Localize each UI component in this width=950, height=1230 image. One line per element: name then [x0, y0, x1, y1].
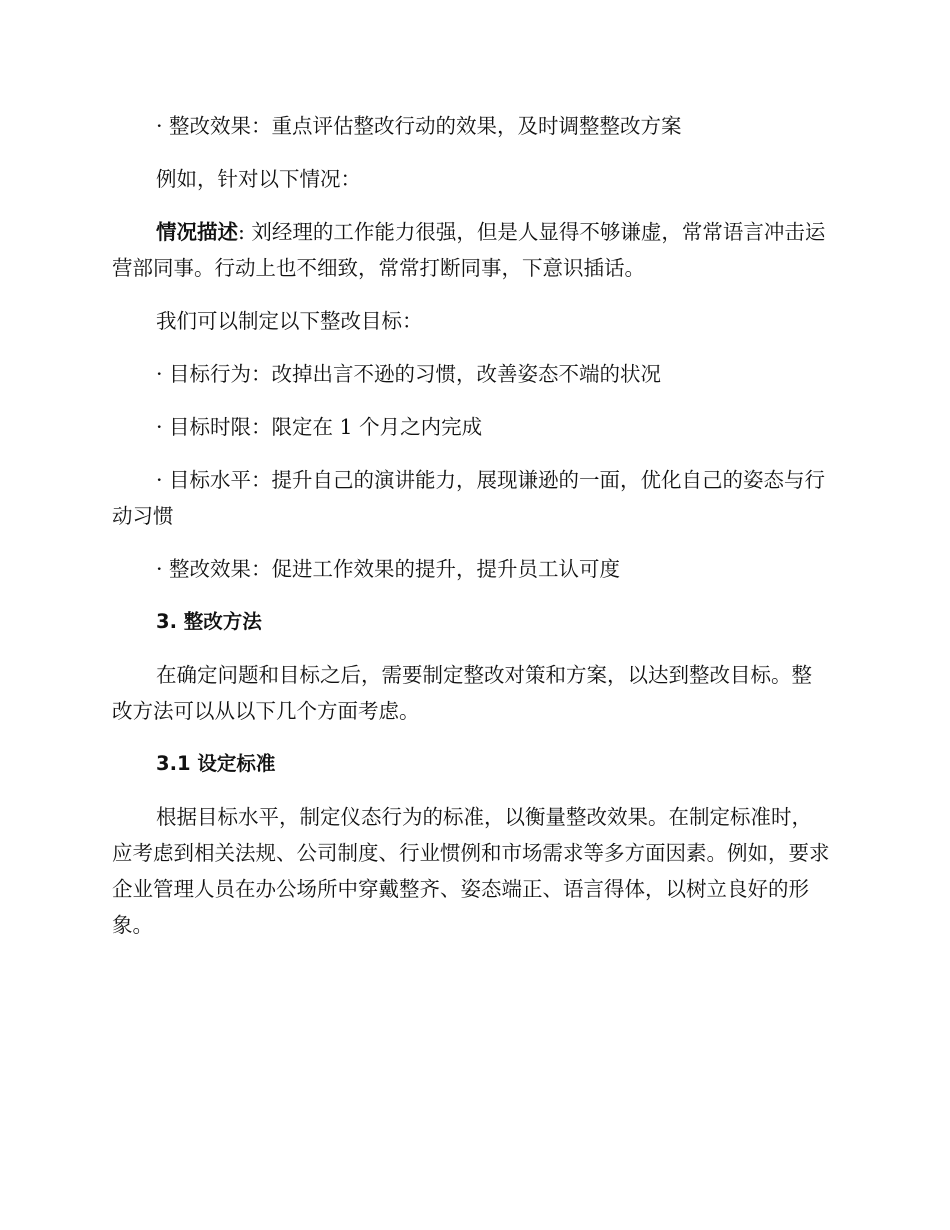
subsection-heading-standards: 3.1 设定标准	[156, 752, 276, 775]
example-intro: 例如，针对以下情况：	[156, 167, 361, 191]
standards-paragraph: 根据目标水平，制定仪态行为的标准，以衡量整改效果。在制定标准时，应考虑到相关法规、公司制度、行业惯例和市场需求等多方面因素。例如，要求企业管理人员在办公场所中穿戴整齐、姿态端正、语言得体，以树立良好的形象。	[112, 805, 830, 937]
goals-intro: 我们可以制定以下整改目标：	[156, 309, 423, 333]
document-page	[112, 108, 830, 943]
bullet-target-level: · 目标水平：提升自己的演讲能力，展现谦逊的一面，优化自己的姿态与行动习惯	[112, 468, 826, 528]
situation-description	[112, 214, 830, 286]
methods-paragraph: 在确定问题和目标之后，需要制定整改对策和方案，以达到整改目标。整改方法可以从以下几个方面考虑。	[112, 663, 812, 723]
bullet-effect: · 整改效果：促进工作效果的提升，提升员工认可度	[156, 557, 621, 581]
situation-text: : 刘经理的工作能力很强，但是人显得不够谦虚，常常语言冲击运营部同事。行动上也不细致，常常打断同事，下意识插话。	[112, 220, 826, 280]
bullet-target-deadline: · 目标时限：限定在 1 个月之内完成	[156, 415, 483, 439]
section-heading-methods: 3. 整改方法	[156, 610, 262, 633]
bullet-rectification-effect: · 整改效果：重点评估整改行动的效果，及时调整整改方案	[156, 114, 682, 138]
bullet-target-behavior: · 目标行为：改掉出言不逊的习惯，改善姿态不端的状况	[156, 362, 662, 386]
situation-label: 情况描述	[156, 220, 238, 244]
